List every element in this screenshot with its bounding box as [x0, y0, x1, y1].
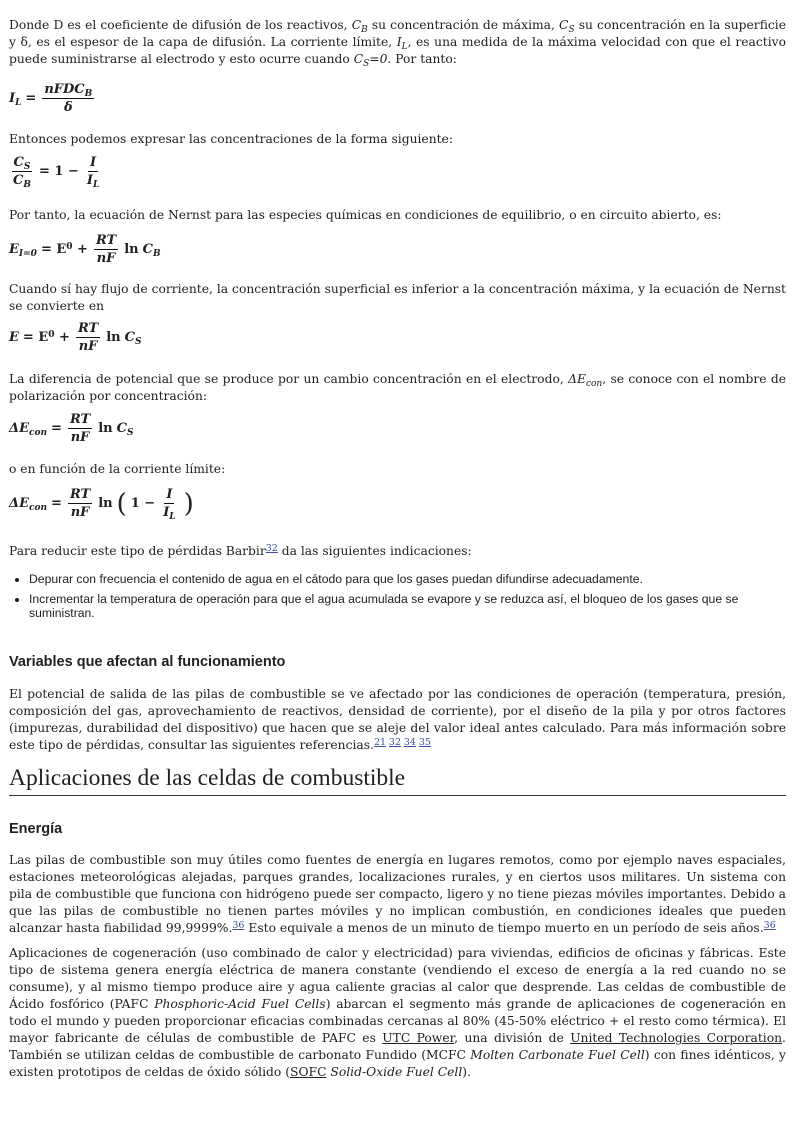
- ref-link[interactable]: 32: [388, 737, 402, 748]
- ref-link[interactable]: 36: [232, 920, 245, 931]
- paragraph-polarization: La diferencia de potencial que se produce por un cambio concentración en el electrodo, $\Delta E_{con}$, se conoce con el nombre de polarización por concentración:: [9, 372, 786, 403]
- paragraph-limit-current: o en función de la corriente límite:: [9, 462, 226, 476]
- paragraph-energia: Las pilas de combustible son muy útiles como fuentes de energía en lugares remotos, como por ejemplo naves espaciales, estaciones meteorológicas alejadas, parques grandes, localizaciones rurales, y en ciertos usos militares. Un sistema con pila de combustible que funciona con hidrógeno puede ser compacto, ligero y no tiene piezas móviles importantes. Debido a que las pilas de combustible no tienen partes móviles y no implican combustión, en condiciones ideales que pueden alcanzar hasta fiabilidad 99,9999%.$^{36}$ Esto equivale a menos de un minuto de tiempo muerto en un período de seis años.$^{36}$: [9, 853, 786, 935]
- ref-link[interactable]: 35: [418, 737, 431, 748]
- intro-paragraph: Donde D es el coeficiente de difusión de los reactivos, $C_B$ su concentración de máxima, $C_S$ su concentración en la superficie y δ, es el espesor de la capa de difusión. La corriente límite, $I_L$, es una medida de la máxima velocidad con que el reactivo puede suministrarse al electrodo y esto ocurre cuando $C_S=0$. Por tanto:: [9, 18, 786, 69]
- ref-barbir-link[interactable]: 32: [265, 543, 278, 554]
- list-item: • Depurar con frecuencia el contenido de agua en el cátodo para que los gases puedan difundirse adecuadamente.: [29, 572, 793, 586]
- paragraph-nernst-equilibrium: Por tanto, la ecuación de Nernst para las especies químicas en condiciones de equilibrio, o en circuito abierto, es:: [9, 208, 722, 222]
- list-item: • Incrementar la temperatura de operación para que el agua acumulada se evapore y se reduzca así, el bloqueo de los gases que se suministran.: [29, 592, 793, 620]
- equation-polarization: $\Delta E_{con}$ = $\frac{RT}{nF}$ ln $C_S$: [9, 412, 134, 445]
- recommendation-list: [9, 572, 793, 620]
- paragraph-cogeneracion: Aplicaciones de cogeneración (uso combinado de calor y electricidad) para viviendas, edificios de oficinas y fábricas. Este tipo de sistema genera energía eléctrica de manera constante (vendiendo el exceso de energía a la red cuando no se consume), y al mismo tiempo produce aire y agua caliente gracias al calor que desprende. Las celdas de combustible de Ácido fosfórico (PAFC Phosphoric-Acid Fuel Cells) abarcan el segmento más grande de aplicaciones de cogeneración en todo el mundo y pueden proporcionar eficacias combinadas cercanas al 80% (45-50% eléctrico + el resto como térmica). El mayor fabricante de células de combustible de PAFC es UTC Power, una división de United Technologies Corporation. También se utilizan celdas de combustible de carbonato Fundido (MCFC Molten Carbonate Fuel Cell) con fines idénticos, y existen prototipos de celdas de óxido sólido (SOFC Solid-Oxide Fuel Cell).: [9, 946, 786, 1079]
- paragraph-barbir: Para reducir este tipo de pérdidas Barbir$^{32}$ da las siguientes indicaciones:: [9, 543, 472, 558]
- section-title-aplicaciones: Aplicaciones de las celdas de combustible: [9, 765, 786, 796]
- equation-polarization-limit: $\Delta E_{con}$ = $\frac{RT}{nF}$ ln ( 1 − $\frac{I}{I_L}$ ): [9, 487, 194, 522]
- ref-link[interactable]: 36: [763, 920, 776, 931]
- heading-energia: Energía: [9, 821, 63, 837]
- sofc-link[interactable]: SOFC: [290, 1065, 327, 1079]
- equation-limit-current: $I_L$ = $\frac{nFDC_B}{\delta}$: [9, 82, 93, 115]
- paragraph-nernst-current: Cuando sí hay flujo de corriente, la concentración superficial es inferior a la concentración máxima, y la ecuación de Nernst se convierte en: [9, 282, 786, 313]
- united-technologies-link[interactable]: United Technologies Corporation: [570, 1031, 783, 1045]
- ref-link[interactable]: 21: [373, 737, 387, 748]
- equation-nernst-open-circuit: $E_{I=0}$ = $E^0$ + $\frac{RT}{nF}$ ln $C_B$: [9, 233, 161, 266]
- ref-link[interactable]: 34: [403, 737, 416, 748]
- equation-nernst-surface: E = $E^0$ + $\frac{RT}{nF}$ ln $C_S$: [9, 321, 142, 354]
- paragraph-concentrations: Entonces podemos expresar las concentraciones de la forma siguiente:: [9, 132, 453, 146]
- paragraph-variables: El potencial de salida de las pilas de combustible se ve afectado por las condiciones de operación (temperatura, presión, composición del gas, aprovechamiento de reactivos, densidad de corriente), por el diseño de la pila y por otros factores (impurezas, durabilidad del dispositivo) que hacen que se aleje del valor ideal antes calculado. Para más información sobre este tipo de pérdidas, consultar las siguientes referencias.$^{21 32 34 35}$: [9, 687, 786, 752]
- equation-concentration-ratio: $\frac{C_S}{C_B}$ = 1 − $\frac{I}{I_L}$: [13, 155, 100, 190]
- utc-power-link[interactable]: UTC Power: [382, 1031, 455, 1045]
- heading-variables: Variables que afectan al funcionamiento: [9, 654, 286, 670]
